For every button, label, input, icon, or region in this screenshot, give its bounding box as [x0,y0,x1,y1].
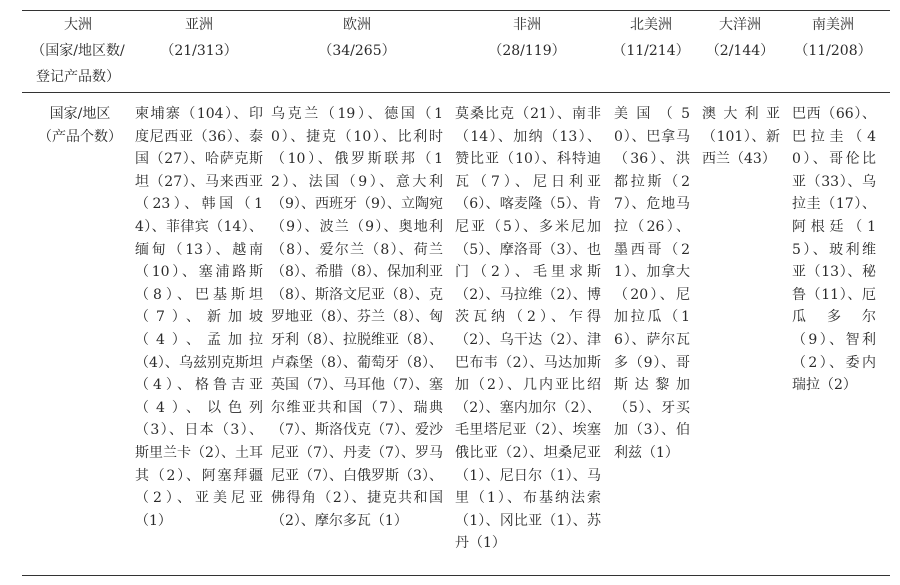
continent-count: （21/313） [160,43,238,59]
continent-name: 非洲 [513,17,541,33]
top-rule [22,10,890,11]
header-line-2: （国家/地区数/ [31,43,125,59]
continent-count: （11/214） [612,43,690,59]
header-continent-label [24,12,132,90]
header-asia [132,12,266,64]
continent-count: （28/119） [488,43,566,59]
cell-europe: 乌克兰（19）、德国（10）、捷克（10）、比利时（10）、俄罗斯联邦（12）、法国（9）、意大利（9）、西班牙（9）、立陶宛（9）、波兰（9）、奥地利（8）、爱尔兰（8）、荷兰（8）、希腊（8）、保加利亚（8）、斯洛文尼亚（8）、克罗地亚（8）、芬兰（8）、匈牙利（8）、拉脱维亚（8）、卢森堡（8）、葡萄牙（8）、英国（7）、马耳他（7）、塞尔维亚共和国（7）、瑞典（7）、斯洛伐克（7）、爱沙尼亚（7）、丹麦（7）、罗马尼亚（7）、白俄罗斯（3）、佛得角（2）、捷克共和国（2）、摩尔多瓦（1） [271,106,443,529]
continent-name: 北美洲 [630,17,672,33]
header-africa [448,12,606,64]
cell-asia: 柬埔寨（104）、印度尼西亚（36）、泰国（27）、哈萨克斯坦（27）、马来西亚（23）、韩国（14）、菲律宾（14）、缅甸（13）、越南（10）、塞浦路斯（8）、巴基斯坦（7）、新加坡（4）、孟加拉（4）、乌兹别克斯坦（4）、格鲁吉亚（4）、以色列（3）、日本（3）、斯里兰卡（2）、土耳其（2）、阿塞拜疆（2）、亚美尼亚（1） [135,106,263,529]
cell-oceania: 澳大利亚（101）、新西兰（43） [702,106,780,168]
header-south-america [784,12,882,64]
cell-south-america: 巴西（66）、巴拉圭（40）、哥伦比亚（33）、乌拉圭（17）、阿根廷（15）、玻利维亚（13）、秘鲁（11）、厄瓜多尔（9）、智利（2）、委内瑞拉（2） [792,106,876,394]
continent-count: （34/265） [318,43,396,59]
header-north-america [606,12,696,64]
header-oceania [696,12,784,64]
continent-count: （11/208） [794,43,872,59]
header-rule [22,92,890,93]
row-label [30,103,130,148]
continent-count: （2/144） [705,43,775,59]
continent-name: 亚洲 [185,17,213,33]
cell-north-america: 美国（50）、巴拿马（36）、洪都拉斯（27）、危地马拉（26）、墨西哥（21）、加拿大（20）、尼加拉瓜（16）、萨尔瓦多（9）、哥斯达黎加（5）、牙买加（3）、伯利兹（1） [614,106,690,461]
bottom-rule [22,575,890,576]
continent-name: 大洋洲 [719,17,761,33]
cell-africa: 莫桑比克（21）、南非（14）、加纳（13）、赞比亚（10）、科特迪瓦（7）、尼日利亚（6）、喀麦隆（5）、肯尼亚（5）、多米尼加（5）、摩洛哥（3）、也门（2）、毛里求斯（2）、马拉维（2）、博茨瓦纳（2）、乍得（2）、乌干达（2）、津巴布韦（2）、马达加斯加（2）、几内亚比绍（2）、塞内加尔（2）、毛里塔尼亚（2）、埃塞俄比亚（2）、坦桑尼亚（1）、尼日尔（1）、马里（1）、布基纳法索（1）、冈比亚（1）、苏丹（1） [455,106,601,552]
row-label-line-2: （产品个数） [38,128,122,145]
continent-name: 南美洲 [812,17,854,33]
header-line-1: 大洲 [64,17,92,33]
continent-name: 欧洲 [343,17,371,33]
row-label-line-1: 国家/地区 [49,106,111,122]
header-line-3: 登记产品数） [36,69,120,85]
header-europe [266,12,448,64]
